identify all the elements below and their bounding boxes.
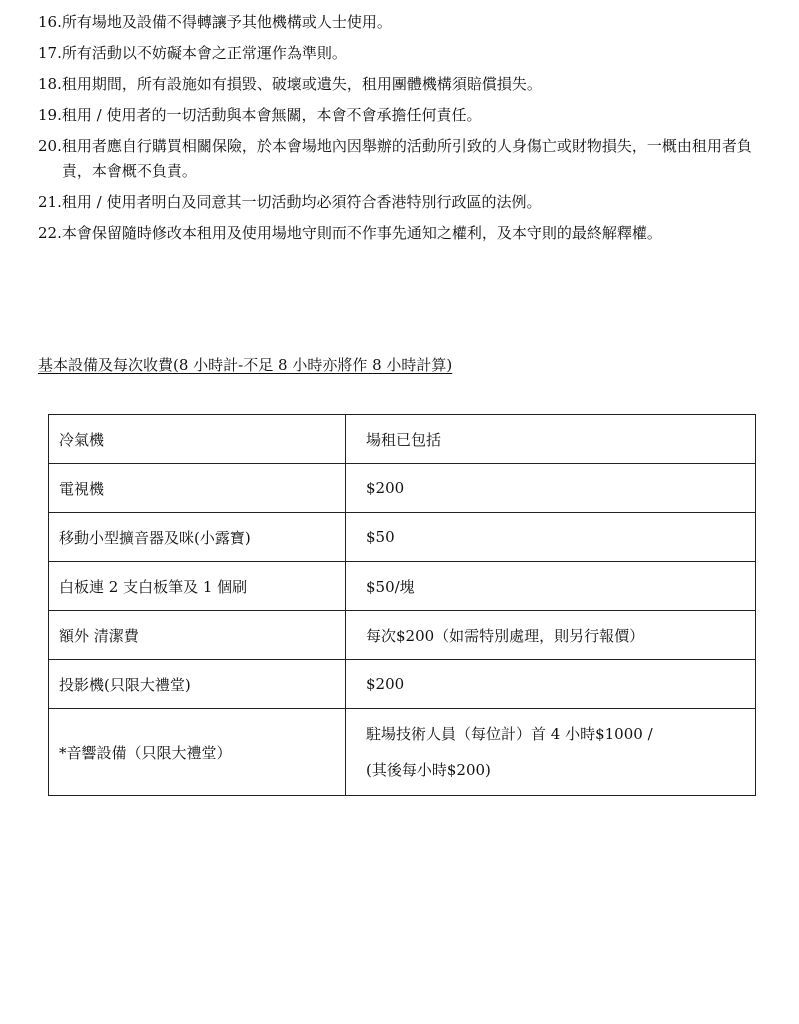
rule-number: 16. xyxy=(38,13,62,31)
table-row xyxy=(49,464,756,513)
rule-item xyxy=(38,221,778,246)
price-cell: $50/塊 xyxy=(346,562,756,611)
price-cell: 場租已包括 xyxy=(346,415,756,464)
rule-item xyxy=(38,190,778,215)
price-cell xyxy=(346,709,756,796)
equipment-cell: 額外 清潔費 xyxy=(49,611,346,660)
price-line: (其後每小時$200) xyxy=(366,761,491,779)
rule-number: 18. xyxy=(38,75,62,93)
equipment-cell: 冷氣機 xyxy=(49,415,346,464)
price-cell: $200 xyxy=(346,464,756,513)
rule-text: 本會保留隨時修改本租用及使用場地守則而不作事先通知之權利，及本守則的最終解釋權。 xyxy=(61,224,662,242)
equipment-cell: 移動小型擴音器及咪(小露寶) xyxy=(49,513,346,562)
equipment-cell: 電視機 xyxy=(49,464,346,513)
rule-item xyxy=(38,134,778,184)
rule-item xyxy=(38,72,778,97)
rule-number: 19. xyxy=(38,106,62,124)
price-cell: 每次$200（如需特別處理，則另行報價） xyxy=(346,611,756,660)
fees-table xyxy=(48,414,756,796)
equipment-cell: 投影機(只限大禮堂) xyxy=(49,660,346,709)
table-row xyxy=(49,709,756,796)
table-row xyxy=(49,415,756,464)
price-cell: $200 xyxy=(346,660,756,709)
equipment-cell: 白板連 2 支白板筆及 1 個刷 xyxy=(49,562,346,611)
rule-text: 所有場地及設備不得轉讓予其他機構或人士使用。 xyxy=(61,13,392,31)
rule-text: 租用 / 使用者的一切活動與本會無關，本會不會承擔任何責任。 xyxy=(61,106,482,124)
price-line: 駐場技術人員（每位計）首 4 小時$1000 / xyxy=(366,725,653,743)
rule-number: 22. xyxy=(38,224,62,242)
table-row xyxy=(49,513,756,562)
rule-number: 20. xyxy=(38,137,62,155)
rule-number: 17. xyxy=(38,44,62,62)
rule-text: 租用者應自行購買相關保險，於本會場地內因舉辦的活動所引致的人身傷亡或財物損失，一概由租用者負責，本會概不負責。 xyxy=(61,137,752,180)
rule-text: 租用期間，所有設施如有損毀、破壞或遺失，租用團體機構須賠償損失。 xyxy=(61,75,542,93)
equipment-cell: *音響設備（只限大禮堂） xyxy=(49,709,346,796)
rule-item xyxy=(38,41,778,66)
rule-text: 租用 / 使用者明白及同意其一切活動均必須符合香港特別行政區的法例。 xyxy=(61,193,542,211)
table-row xyxy=(49,611,756,660)
rules-list xyxy=(38,10,778,252)
table-row xyxy=(49,562,756,611)
rule-number: 21. xyxy=(38,193,62,211)
rule-item xyxy=(38,103,778,128)
rule-item xyxy=(38,10,778,35)
fees-section-title: 基本設備及每次收費(8 小時計-不足 8 小時亦將作 8 小時計算) xyxy=(38,356,453,374)
rule-text: 所有活動以不妨礙本會之正常運作為準則。 xyxy=(61,44,347,62)
table-row xyxy=(49,660,756,709)
price-cell: $50 xyxy=(346,513,756,562)
